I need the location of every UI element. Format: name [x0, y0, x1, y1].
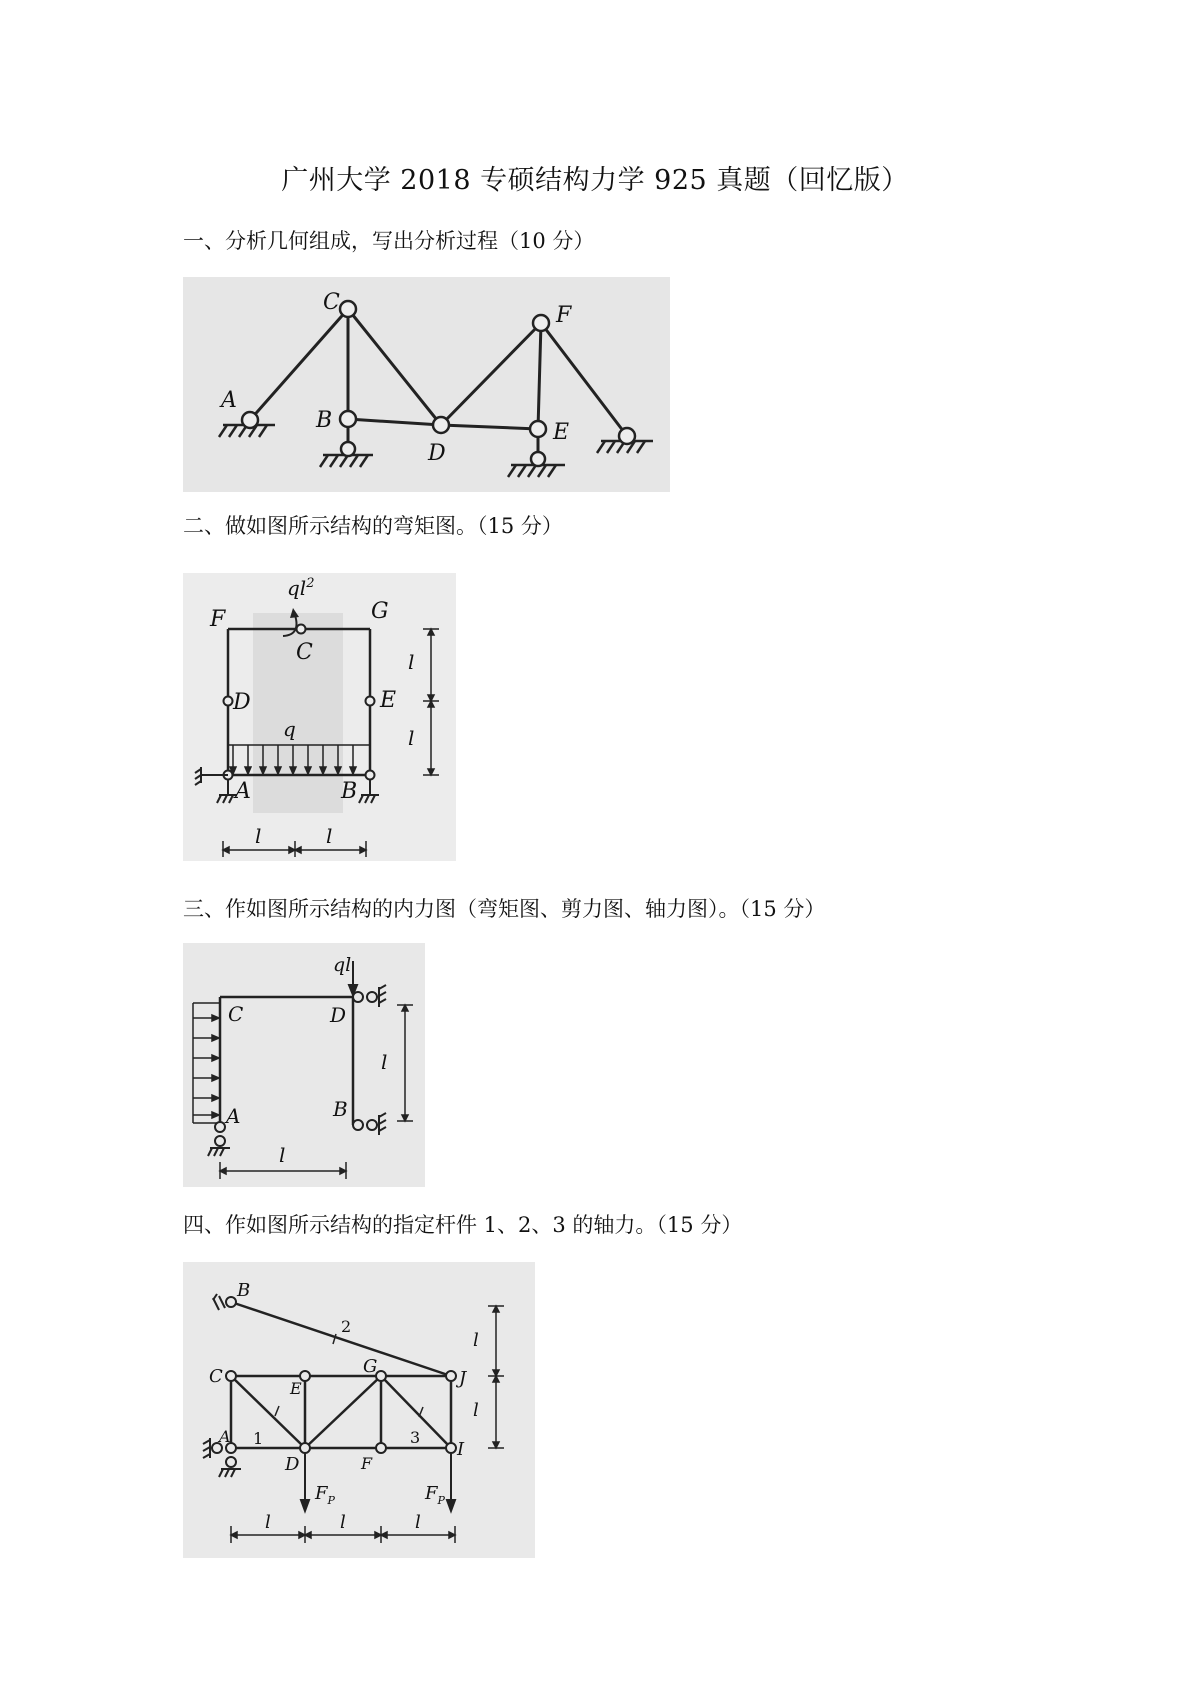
member-1-label: 1	[253, 1429, 264, 1448]
label-B: B	[316, 408, 333, 433]
dim-v-label-2: l	[473, 1400, 479, 1421]
moment-label: $ql^2$	[287, 576, 315, 600]
figure-2-diagram	[183, 573, 456, 861]
figure-3-diagram	[183, 943, 425, 1187]
label-E: E	[380, 688, 397, 713]
label-F: F	[556, 303, 572, 328]
label-G: G	[371, 599, 389, 624]
label-C: C	[209, 1366, 223, 1387]
load-ql-label: ql	[333, 954, 352, 976]
member-3-label: 3	[410, 1428, 421, 1447]
question-3-text: 三、作如图所示结构的内力图（弯矩图、剪力图、轴力图）。（15 分）	[183, 897, 826, 921]
dim-h-label: l	[279, 1143, 286, 1167]
question-2-text: 二、做如图所示结构的弯矩图。（15 分）	[183, 514, 563, 538]
figure-1	[183, 277, 670, 492]
label-C: C	[228, 1002, 244, 1026]
label-J: J	[459, 1368, 467, 1389]
label-D: D	[233, 690, 251, 715]
label-C: C	[323, 290, 340, 315]
dim-v-label-2: l	[408, 726, 415, 750]
question-4-text: 四、作如图所示结构的指定杆件 1、2、3 的轴力。（15 分）	[183, 1213, 743, 1237]
member-2-label: 2	[341, 1317, 352, 1336]
label-B: B	[333, 1097, 348, 1121]
label-E: E	[290, 1379, 302, 1398]
label-D: D	[330, 1003, 347, 1027]
label-E: E	[553, 420, 570, 445]
label-A: A	[221, 388, 237, 413]
page-title: 广州大学 2018 专硕结构力学 925 真题（回忆版）	[281, 165, 909, 196]
label-A: A	[226, 1104, 241, 1128]
label-G: G	[363, 1356, 378, 1377]
label-D: D	[285, 1454, 300, 1475]
dim-v-label: l	[473, 1330, 479, 1351]
figure-1-diagram	[183, 277, 670, 492]
dim-h-label: l	[265, 1512, 271, 1533]
figure-3	[183, 943, 425, 1187]
label-I: I	[457, 1439, 465, 1460]
figure-4-diagram	[183, 1262, 535, 1558]
label-D: D	[428, 441, 446, 466]
dim-v-label: l	[408, 650, 415, 674]
dim-h-label-2: l	[340, 1512, 346, 1533]
label-B: B	[341, 779, 358, 804]
label-A: A	[219, 1427, 231, 1446]
dim-v-label: l	[381, 1050, 388, 1074]
label-B: B	[237, 1280, 251, 1301]
label-F: F	[361, 1454, 373, 1473]
force-label-2: $F_P$	[425, 1483, 445, 1507]
dim-h-label-3: l	[415, 1512, 421, 1533]
force-label-1: $F_P$	[315, 1483, 335, 1507]
figure-4	[183, 1262, 535, 1558]
load-q-label: q	[283, 717, 296, 741]
label-F: F	[210, 607, 226, 632]
dim-h-label-2: l	[326, 824, 333, 848]
label-A: A	[235, 779, 251, 804]
question-1-text: 一、分析几何组成，写出分析过程（10 分）	[183, 229, 595, 253]
dim-h-label: l	[255, 824, 262, 848]
figure-2	[183, 573, 456, 861]
label-C: C	[296, 640, 313, 665]
